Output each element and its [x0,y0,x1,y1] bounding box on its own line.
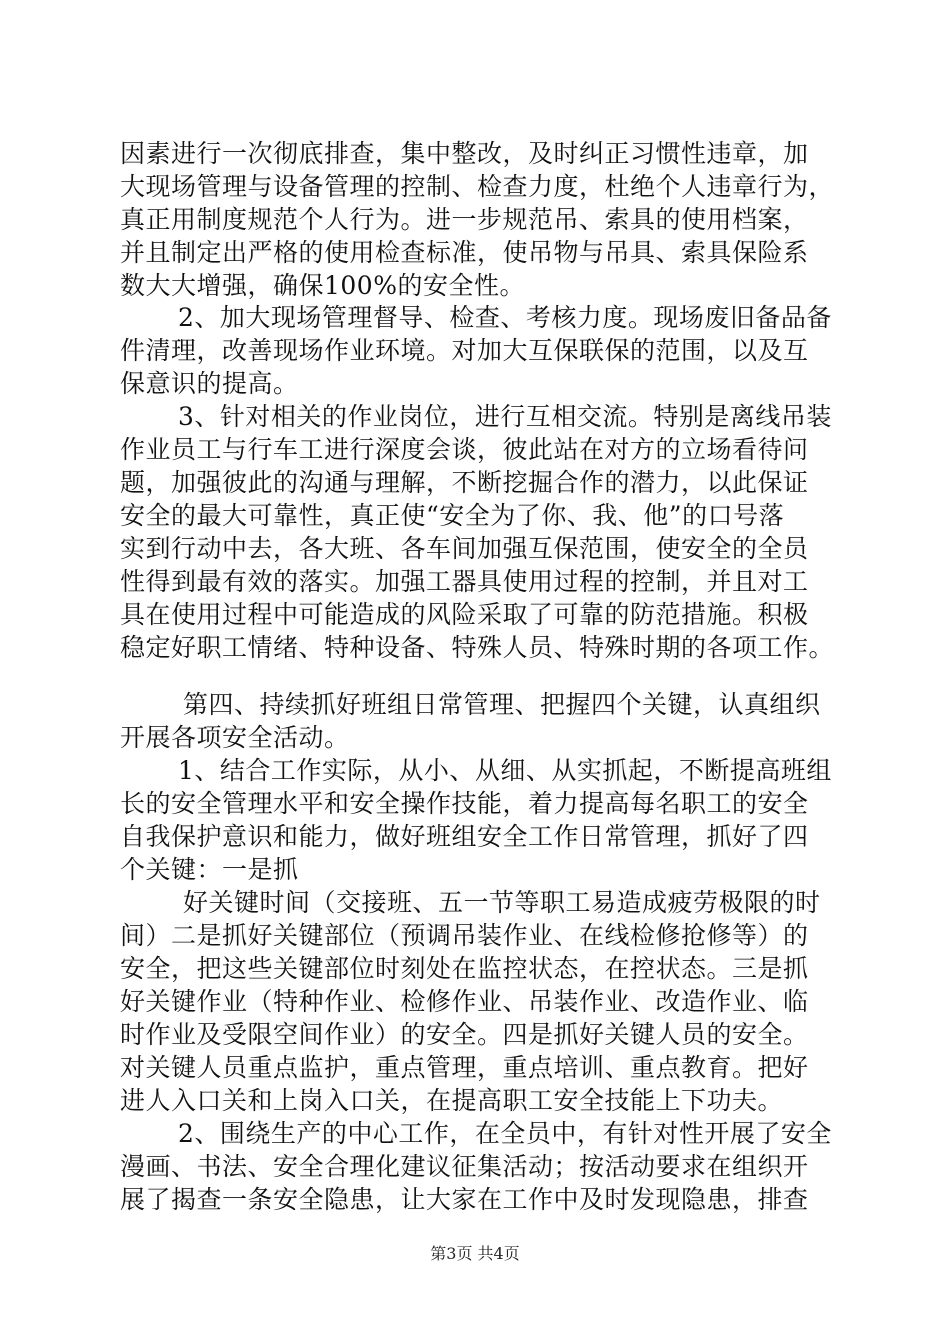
text-line: 漫画、书法、安全合理化建议征集活动；按活动要求在组织开 [120,1152,809,1181]
text-line: 题，加强彼此的沟通与理解，不断挖掘合作的潜力，以此保证 [120,468,809,497]
text-line: 3、针对相关的作业岗位，进行互相交流。特别是离线吊装 [178,402,832,431]
text-line: 并且制定出严格的使用检查标准，使吊物与吊具、索具保险系 [120,238,809,267]
text-line: 1、结合工作实际，从小、从细、从实抓起，不断提高班组 [178,756,832,785]
text-line: 个关键：一是抓 [120,855,299,884]
text-line: 性得到最有效的落实。加强工器具使用过程的控制，并且对工 [120,567,809,596]
text-line: 具在使用过程中可能造成的风险采取了可靠的防范措施。积极 [120,600,809,629]
text-line: 安全，把这些关键部位时刻处在监控状态，在控状态。三是抓 [120,954,809,983]
text-line: 好关键作业（特种作业、检修作业、吊装作业、改造作业、临 [120,987,809,1016]
text-line: 作业员工与行车工进行深度会谈，彼此站在对方的立场看待问 [120,435,809,464]
text-line: 对关键人员重点监护，重点管理，重点培训、重点教育。把好 [120,1053,809,1082]
text-line: 时作业及受限空间作业）的安全。四是抓好关键人员的安全。 [120,1020,809,1049]
text-line: 好关键时间（交接班、五一节等职工易造成疲劳极限的时 [183,888,821,917]
section-heading: 第四、持续抓好班组日常管理、把握四个关键，认真组织 [183,690,821,719]
text-line: 安全的最大可靠性，真正使“安全为了你、我、他”的口号落 [120,501,785,530]
text-line: 因素进行一次彻底排查，集中整改，及时纠正习惯性违章，加 [120,139,809,168]
text-line: 真正用制度规范个人行为。进一步规范吊、索具的使用档案， [120,205,809,234]
text-line: 2、加大现场管理督导、检查、考核力度。现场废旧备品备 [178,303,832,332]
text-line: 进人入口关和上岗入口关，在提高职工安全技能上下功夫。 [120,1086,784,1115]
text-line: 稳定好职工情绪、特种设备、特殊人员、特殊时期的各项工作。 [120,633,835,662]
text-line: 长的安全管理水平和安全操作技能，着力提高每名职工的安全 [120,789,809,818]
text-line: 件清理，改善现场作业环境。对加大互保联保的范围，以及互 [120,336,809,365]
text-line: 间）二是抓好关键部位（预调吊装作业、在线检修抢修等）的 [120,921,809,950]
text-line: 开展各项安全活动。 [120,723,350,752]
text-line: 保意识的提高。 [120,369,299,398]
text-line: 数大大增强，确保100%的安全性。 [120,271,525,300]
text-line: 自我保护意识和能力，做好班组安全工作日常管理，抓好了四 [120,822,809,851]
text-line: 2、围绕生产的中心工作，在全员中，有针对性开展了安全 [178,1119,832,1148]
text-line: 大现场管理与设备管理的控制、检查力度，杜绝个人违章行为， [120,172,835,201]
text-line: 展了揭查一条安全隐患，让大家在工作中及时发现隐患，排查 [120,1185,809,1214]
text-line: 实到行动中去，各大班、各车间加强互保范围，使安全的全员 [120,534,809,563]
page-footer: 第3页 共4页 [430,1244,520,1263]
